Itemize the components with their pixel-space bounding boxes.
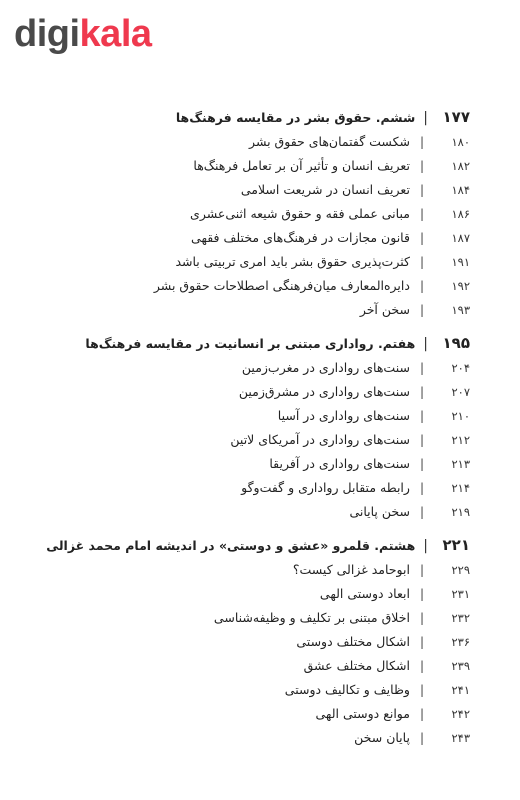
chapter-page-number: ۲۲۱ <box>442 536 470 554</box>
toc-entry <box>30 456 470 480</box>
entry-page-number: ۲۳۲ <box>451 611 470 625</box>
separator-bar: | <box>419 409 424 423</box>
toc-entry <box>30 658 470 682</box>
entry-page-number: ۱۸۷ <box>451 231 470 245</box>
separator-bar: | <box>423 110 428 126</box>
separator-bar: | <box>419 279 424 293</box>
separator-bar: | <box>419 361 424 375</box>
toc-entry <box>30 634 470 658</box>
toc-entry <box>30 408 470 432</box>
separator-bar: | <box>419 563 424 577</box>
entry-title: اخلاق مبتنی بر تکلیف و وظیفه‌شناسی <box>213 610 410 625</box>
entry-page-number: ۱۹۳ <box>451 303 470 317</box>
entry-title: دایره‌المعارف میان‌فرهنگی اصطلاحات حقوق بشر <box>153 278 410 293</box>
entry-page-number: ۱۸۲ <box>451 159 470 173</box>
toc-entry <box>30 610 470 634</box>
entry-title: سنت‌های رواداری در مغرب‌زمین <box>241 360 410 375</box>
separator-bar: | <box>419 587 424 601</box>
separator-bar: | <box>419 135 424 149</box>
chapter-title: ششم. حقوق بشر در مقایسه فرهنگ‌ها <box>175 110 416 125</box>
separator-bar: | <box>419 635 424 649</box>
entry-page-number: ۲۰۴ <box>451 361 470 375</box>
separator-bar: | <box>419 505 424 519</box>
chapter-heading <box>30 536 470 562</box>
chapter-page-number: ۱۹۵ <box>442 334 470 352</box>
entry-title: اشکال مختلف دوستی <box>296 634 410 649</box>
entry-page-number: ۲۴۲ <box>451 707 470 721</box>
entry-page-number: ۱۹۱ <box>451 255 470 269</box>
logo-part-digi: digi <box>14 13 80 55</box>
entry-list <box>30 360 470 528</box>
entry-title: سخن آخر <box>359 302 410 317</box>
toc-entry <box>30 206 470 230</box>
toc-entry <box>30 562 470 586</box>
toc-entry <box>30 682 470 706</box>
separator-bar: | <box>423 538 428 554</box>
entry-page-number: ۲۱۰ <box>451 409 470 423</box>
toc-entry <box>30 432 470 456</box>
separator-bar: | <box>419 183 424 197</box>
entry-page-number: ۲۱۹ <box>451 505 470 519</box>
toc-entry <box>30 278 470 302</box>
entry-title: وظایف و تکالیف دوستی <box>284 682 410 697</box>
entry-page-number: ۱۸۶ <box>451 207 470 221</box>
entry-title: کثرت‌پذیری حقوق بشر باید امری تربیتی باشد <box>175 254 410 269</box>
entry-page-number: ۲۱۴ <box>451 481 470 495</box>
entry-title: سخن پایانی <box>349 504 410 519</box>
toc-entry <box>30 706 470 730</box>
separator-bar: | <box>423 336 428 352</box>
entry-title: سنت‌های رواداری در آمریکای لاتین <box>230 432 410 447</box>
toc-entry <box>30 158 470 182</box>
entry-page-number: ۲۱۲ <box>451 433 470 447</box>
chapter-heading <box>30 334 470 360</box>
chapter-heading <box>30 108 470 134</box>
entry-page-number: ۲۰۷ <box>451 385 470 399</box>
toc-chapter <box>30 536 470 754</box>
separator-bar: | <box>419 731 424 745</box>
entry-page-number: ۱۸۴ <box>451 183 470 197</box>
entry-title: سنت‌های رواداری در آفریقا <box>269 456 410 471</box>
entry-page-number: ۲۴۱ <box>451 683 470 697</box>
entry-title: رابطه متقابل رواداری و گفت‌وگو <box>241 480 410 495</box>
toc-entry <box>30 360 470 384</box>
entry-title: قانون مجازات در فرهنگ‌های مختلف فقهی <box>191 230 410 245</box>
toc-entry <box>30 302 470 326</box>
toc-entry <box>30 480 470 504</box>
separator-bar: | <box>419 207 424 221</box>
entry-title: ابعاد دوستی الهی <box>319 586 410 601</box>
entry-list <box>30 562 470 754</box>
toc-entry <box>30 134 470 158</box>
toc-entry <box>30 384 470 408</box>
chapter-title: هشتم. قلمرو «عشق و دوستی» در اندیشه امام محمد غزالی <box>46 538 416 553</box>
entry-page-number: ۲۱۳ <box>451 457 470 471</box>
separator-bar: | <box>419 433 424 447</box>
separator-bar: | <box>419 659 424 673</box>
entry-list <box>30 134 470 326</box>
entry-title: تعریف انسان و تأثیر آن بر تعامل فرهنگ‌ها <box>193 158 410 173</box>
toc-entry <box>30 254 470 278</box>
chapter-title: هفتم. رواداری مبتنی بر انسانیت در مقایسه فرهنگ‌ها <box>85 336 416 351</box>
toc-entry <box>30 730 470 754</box>
separator-bar: | <box>419 159 424 173</box>
toc-chapter <box>30 108 470 326</box>
separator-bar: | <box>419 303 424 317</box>
separator-bar: | <box>419 707 424 721</box>
entry-title: مبانی عملی فقه و حقوق شیعه اثنی‌عشری <box>190 206 410 221</box>
entry-title: ابوحامد غزالی کیست؟ <box>292 562 410 577</box>
entry-page-number: ۲۳۶ <box>451 635 470 649</box>
entry-page-number: ۲۲۹ <box>451 563 470 577</box>
entry-title: سنت‌های رواداری در آسیا <box>277 408 410 423</box>
entry-title: شکست گفتمان‌های حقوق بشر <box>249 134 410 149</box>
separator-bar: | <box>419 255 424 269</box>
entry-title: تعریف انسان در شریعت اسلامی <box>240 182 410 197</box>
entry-page-number: ۲۳۱ <box>451 587 470 601</box>
toc-entry <box>30 230 470 254</box>
separator-bar: | <box>419 457 424 471</box>
entry-title: پایان سخن <box>354 730 410 745</box>
toc-entry <box>30 586 470 610</box>
separator-bar: | <box>419 611 424 625</box>
chapter-page-number: ۱۷۷ <box>442 108 470 126</box>
entry-page-number: ۱۸۰ <box>451 135 470 149</box>
entry-page-number: ۱۹۲ <box>451 279 470 293</box>
entry-title: موانع دوستی الهی <box>315 706 410 721</box>
separator-bar: | <box>419 683 424 697</box>
separator-bar: | <box>419 385 424 399</box>
entry-title: اشکال مختلف عشق <box>303 658 410 673</box>
entry-page-number: ۲۳۹ <box>451 659 470 673</box>
brand-logo <box>14 12 152 56</box>
separator-bar: | <box>419 231 424 245</box>
entry-page-number: ۲۴۳ <box>451 731 470 745</box>
toc-entry <box>30 504 470 528</box>
toc-chapter <box>30 334 470 528</box>
toc-entry <box>30 182 470 206</box>
logo-part-kala: kala <box>79 13 152 55</box>
entry-title: سنت‌های رواداری در مشرق‌زمین <box>238 384 410 399</box>
separator-bar: | <box>419 481 424 495</box>
